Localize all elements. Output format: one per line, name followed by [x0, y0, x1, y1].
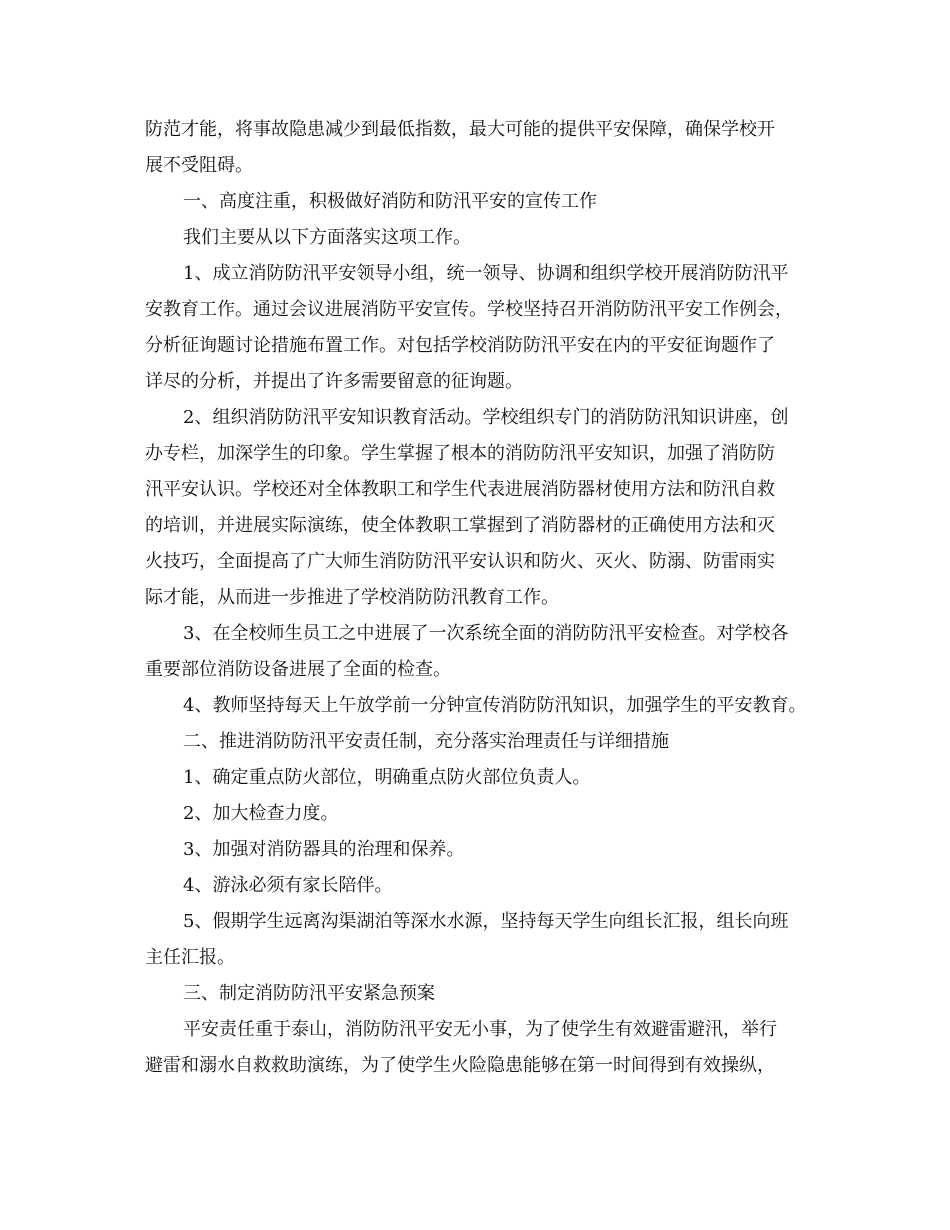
text-line: 2、组织消防防汛平安知识教育活动。学校组织专门的消防防汛知识讲座，创	[183, 407, 789, 428]
text-line: 我们主要从以下方面落实这项工作。	[183, 227, 471, 248]
text-line: 际才能，从而进一步推进了学校消防防汛教育工作。	[145, 587, 559, 608]
text-line: 防范才能，将事故隐患减少到最低指数，最大可能的提供平安保障，确保学校开	[145, 119, 775, 140]
text-line: 详尽的分析，并提出了许多需要留意的征询题。	[145, 371, 523, 392]
text-line: 火技巧，全面提高了广大师生消防防汛平安认识和防火、灭火、防溺、防雷雨实	[145, 551, 775, 572]
text-line: 主任汇报。	[145, 947, 235, 968]
text-line: 一、高度注重，积极做好消防和防汛平安的宣传工作	[183, 191, 597, 212]
text-line: 5、假期学生远离沟渠湖泊等深水水源，坚持每天学生向组长汇报，组长向班	[183, 911, 789, 932]
text-line: 分析征询题讨论措施布置工作。对包括学校消防防汛平安在内的平安征询题作了	[145, 335, 775, 356]
text-line: 办专栏，加深学生的印象。学生掌握了根本的消防防汛平安知识，加强了消防防	[145, 443, 775, 464]
text-line: 3、在全校师生员工之中进展了一次系统全面的消防防汛平安检查。对学校各	[183, 623, 789, 644]
text-line: 平安责任重于泰山，消防防汛平安无小事，为了使学生有效避雷避汛，举行	[183, 1019, 777, 1040]
text-line: 2、加大检查力度。	[183, 803, 339, 824]
text-line: 1、确定重点防火部位，明确重点防火部位负责人。	[183, 767, 591, 788]
document-body	[145, 112, 825, 1084]
text-line: 的培训，并进展实际演练，使全体教职工掌握到了消防器材的正确使用方法和灭	[145, 515, 775, 536]
text-line: 避雷和溺水自救救助演练，为了使学生火险隐患能够在第一时间得到有效操纵，	[145, 1055, 775, 1076]
text-line: 4、教师坚持每天上午放学前一分钟宣传消防防汛知识，加强学生的平安教育。	[183, 695, 807, 716]
text-line: 4、游泳必须有家长陪伴。	[183, 875, 393, 896]
text-line: 3、加强对消防器具的治理和保养。	[183, 839, 465, 860]
text-line: 三、制定消防防汛平安紧急预案	[183, 983, 435, 1004]
text-line: 展不受阻碍。	[145, 155, 253, 176]
text-line: 二、推进消防防汛平安责任制，充分落实治理责任与详细措施	[183, 731, 669, 752]
text-line: 重要部位消防设备进展了全面的检查。	[145, 659, 451, 680]
text-line: 汛平安认识。学校还对全体教职工和学生代表进展消防器材使用方法和防汛自救	[145, 479, 775, 500]
text-line: 安教育工作。通过会议进展消防平安宣传。学校坚持召开消防防汛平安工作例会，	[145, 299, 793, 320]
text-line: 1、成立消防防汛平安领导小组，统一领导、协调和组织学校开展消防防汛平	[183, 263, 789, 284]
